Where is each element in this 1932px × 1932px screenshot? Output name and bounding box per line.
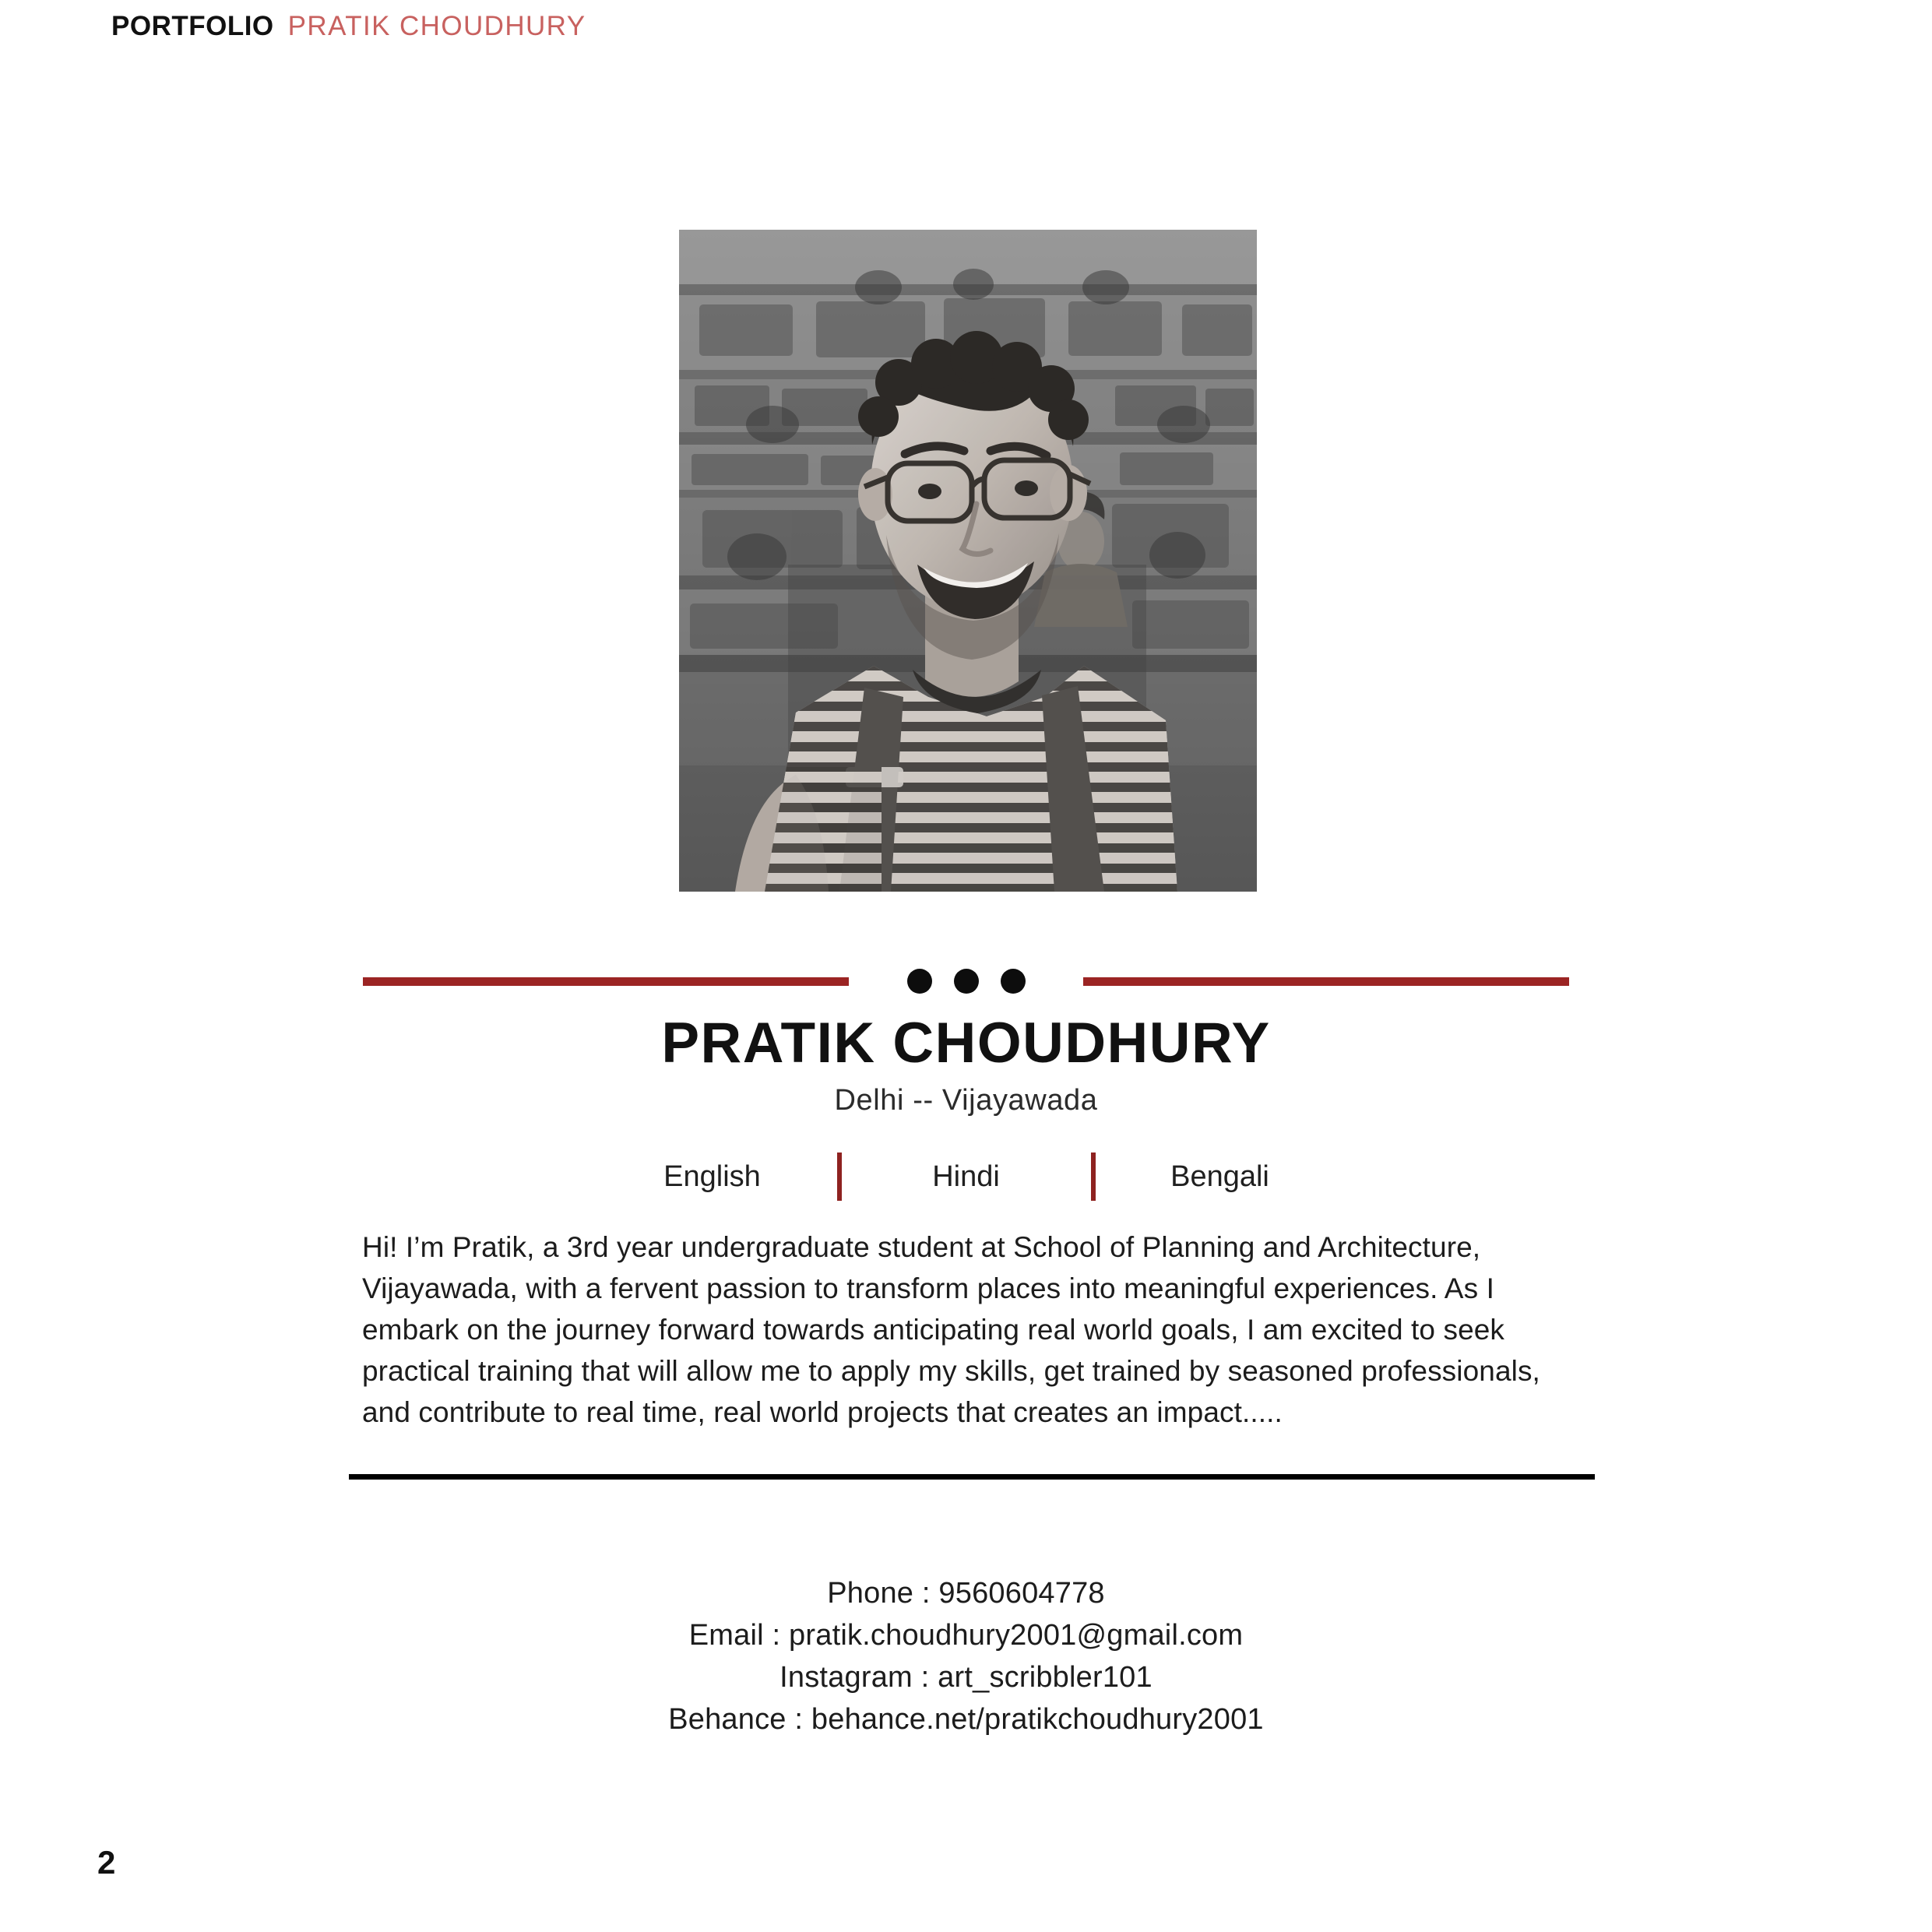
contact-email: Email : pratik.choudhury2001@gmail.com [688, 1618, 1244, 1652]
language-english: English [663, 1160, 761, 1193]
page-title: PRATIK CHOUDHURY [661, 1012, 1271, 1075]
language-hindi: Hindi [932, 1160, 1000, 1193]
portrait-photo [679, 230, 1257, 892]
divider-dots [907, 969, 1026, 994]
divider-dot-1 [907, 969, 932, 994]
contact-phone: Phone : 9560604778 [827, 1577, 1105, 1610]
languages-row [0, 1153, 1932, 1201]
header-portfolio-label: PORTFOLIO [111, 11, 274, 41]
divider-bar-left [363, 977, 849, 986]
contact-instagram: Instagram : art_scribbler101 [779, 1660, 1153, 1694]
divider-dot-2 [954, 969, 979, 994]
horizontal-rule [349, 1474, 1595, 1480]
page-number: 2 [97, 1844, 116, 1881]
contact-behance: Behance : behance.net/pratikchoudhury2001 [668, 1702, 1264, 1736]
language-bengali: Bengali [1170, 1160, 1269, 1193]
divider-dot-3 [1001, 969, 1026, 994]
bio-paragraph: Hi! I’m Pratik, a 3rd year undergraduate student at School of Planning and Architecture, Vijayawada, with a fervent passion to transform places into meaningful experiences. As I embark on the journey forward towards anticipating real world goals, I am excited to seek practical training that will allow me to apply my skills, get trained by seasoned professionals, and contribute to real time, real world projects that creates an impact..... [362, 1231, 1540, 1428]
header-owner-name: PRATIK CHOUDHURY [287, 11, 586, 41]
identity-block [0, 1012, 1932, 1117]
section-divider [363, 966, 1569, 997]
page-header [111, 11, 586, 42]
location-subtitle: Delhi -- Vijayawada [834, 1084, 1098, 1117]
divider-bar-right [1083, 977, 1569, 986]
contact-block [0, 1573, 1932, 1741]
